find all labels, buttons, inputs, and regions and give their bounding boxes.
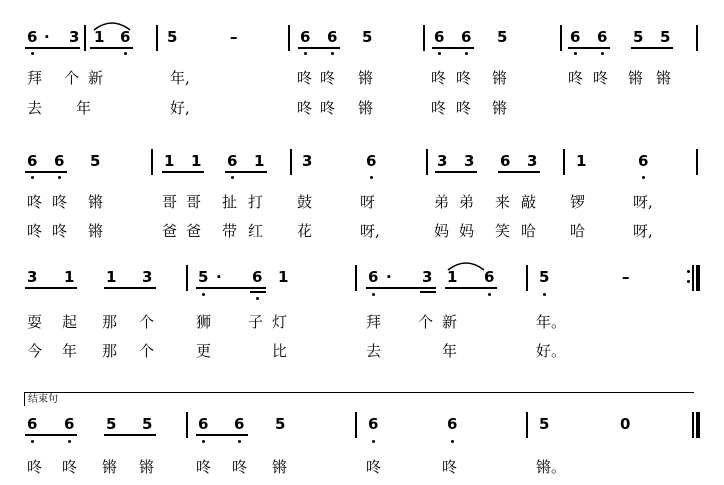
barline: [560, 25, 562, 51]
lyric: 哥: [186, 193, 202, 211]
dash: –: [230, 28, 238, 46]
low-octave-dot: [202, 440, 205, 443]
low-octave-dot: [256, 297, 259, 300]
lyric: 笑: [495, 222, 511, 240]
note: 6: [234, 415, 245, 433]
note: 5: [497, 28, 508, 46]
lyric: 咚: [366, 458, 382, 476]
note: 5: [198, 268, 209, 286]
lyric: 咚: [62, 458, 78, 476]
low-octave-dot: [372, 440, 375, 443]
lyric: 呀: [360, 193, 376, 211]
lyric: 去: [27, 99, 43, 117]
lyric: 拜: [27, 69, 43, 87]
lyric: 咚: [27, 222, 43, 240]
note: 3: [69, 28, 80, 46]
note: 3: [464, 152, 475, 170]
lyric: 敲: [521, 193, 537, 211]
lyric: 起: [62, 313, 78, 331]
beam-line: [25, 171, 67, 173]
note: 6: [64, 415, 75, 433]
beam-line: [445, 287, 497, 289]
note: 6: [368, 268, 379, 286]
beam-line: [104, 434, 156, 436]
lyric: 去: [366, 342, 382, 360]
lyric: 更: [196, 342, 212, 360]
dot-mark: ·: [216, 268, 222, 286]
low-octave-dot: [543, 293, 546, 296]
lyric: 鼓: [297, 193, 313, 211]
lyric: 比: [272, 342, 288, 360]
lyric: 那: [102, 342, 118, 360]
note: 6: [300, 28, 311, 46]
note: 5: [633, 28, 644, 46]
lyric: 锵。: [536, 458, 567, 476]
lyric: 个: [418, 313, 434, 331]
lyric: 灯: [272, 313, 288, 331]
lyric: 锵: [358, 69, 374, 87]
lyric: 锵: [88, 222, 104, 240]
barline: [290, 149, 292, 175]
dot-mark: ·: [386, 268, 392, 286]
beam-line: [631, 47, 673, 49]
lyric: 妈: [434, 222, 450, 240]
lyric: 个: [64, 69, 80, 87]
note: 6: [27, 415, 38, 433]
beam-line: [25, 47, 80, 49]
lyric: 呀,: [360, 222, 380, 240]
lyric: 扯: [222, 193, 238, 211]
lyric: 年: [442, 342, 458, 360]
lyric: 好。: [536, 342, 567, 360]
lyric: 哈: [570, 222, 586, 240]
note: 5: [362, 28, 373, 46]
lyric: 咚: [52, 222, 68, 240]
low-octave-dot: [574, 52, 577, 55]
barline: [563, 149, 565, 175]
beam-line: [435, 171, 477, 173]
lyric: 新: [88, 69, 104, 87]
repeat-dot: [687, 280, 690, 283]
beam-line: [298, 47, 340, 49]
beam-line: [196, 287, 266, 289]
note: 6: [252, 268, 263, 286]
note: 3: [302, 152, 313, 170]
barline: [156, 25, 158, 51]
lyric: 呀,: [633, 193, 653, 211]
barline: [355, 412, 357, 438]
lyric: 咚: [196, 458, 212, 476]
lyric: 个: [139, 342, 155, 360]
beam-line: [196, 434, 248, 436]
lyric: 咚: [297, 69, 313, 87]
barline: [186, 265, 188, 291]
barline: [692, 265, 694, 291]
section-bracket-hook: [24, 392, 25, 406]
dot-mark: ·: [44, 28, 50, 46]
note: 5: [90, 152, 101, 170]
lyric: 锵: [102, 458, 118, 476]
note: 5: [142, 415, 153, 433]
note: 5: [660, 28, 671, 46]
lyric: 妈: [459, 222, 475, 240]
lyric: 红: [248, 222, 264, 240]
note: 5: [539, 268, 550, 286]
lyric: 哈: [521, 222, 537, 240]
low-octave-dot: [370, 176, 373, 179]
beam-line: [225, 171, 267, 173]
beam-line: [366, 287, 436, 289]
lyric: 年。: [536, 313, 567, 331]
lyric: 弟: [434, 193, 450, 211]
low-octave-dot: [68, 440, 71, 443]
note: 3: [27, 268, 38, 286]
barline: [355, 265, 357, 291]
note: 6: [638, 152, 649, 170]
note: 1: [64, 268, 75, 286]
low-octave-dot: [331, 52, 334, 55]
beam-line-double: [250, 291, 266, 293]
note: 6: [27, 152, 38, 170]
note: 1: [164, 152, 175, 170]
lyric: 来: [495, 193, 511, 211]
dash: –: [622, 268, 630, 286]
note: 6: [27, 28, 38, 46]
beam-line: [498, 171, 540, 173]
lyric: 锵: [492, 69, 508, 87]
lyric: 锣: [570, 193, 586, 211]
lyric: 咚: [27, 458, 43, 476]
lyric: 今: [27, 342, 43, 360]
note: 1: [191, 152, 202, 170]
note: 5: [539, 415, 550, 433]
low-octave-dot: [31, 176, 34, 179]
note: 0: [620, 415, 631, 433]
low-octave-dot: [31, 52, 34, 55]
low-octave-dot: [601, 52, 604, 55]
lyric: 呀,: [633, 222, 653, 240]
lyric: 年,: [170, 69, 190, 87]
note: 5: [275, 415, 286, 433]
note: 3: [437, 152, 448, 170]
repeat-end-barline: [696, 265, 700, 291]
lyric: 锵: [272, 458, 288, 476]
lyric: 新: [442, 313, 458, 331]
low-octave-dot: [124, 52, 127, 55]
note: 1: [94, 28, 105, 46]
barline: [84, 25, 86, 51]
final-barline: [696, 412, 700, 438]
note: 6: [434, 28, 445, 46]
low-octave-dot: [304, 52, 307, 55]
lyric: 年: [76, 99, 92, 117]
lyric: 狮: [196, 313, 212, 331]
lyric: 咚: [232, 458, 248, 476]
lyric: 咚: [568, 69, 584, 87]
beam-line: [432, 47, 474, 49]
lyric: 咚: [456, 69, 472, 87]
lyric: 咚: [456, 99, 472, 117]
low-octave-dot: [58, 176, 61, 179]
low-octave-dot: [488, 293, 491, 296]
lyric: 咚: [431, 99, 447, 117]
lyric: 锵: [358, 99, 374, 117]
note: 6: [597, 28, 608, 46]
low-octave-dot: [438, 52, 441, 55]
note: 6: [447, 415, 458, 433]
barline: [426, 149, 428, 175]
barline: [526, 265, 528, 291]
beam-line: [25, 434, 77, 436]
barline: [692, 412, 694, 438]
note: 1: [278, 268, 289, 286]
lyric: 咚: [320, 99, 336, 117]
note: 6: [484, 268, 495, 286]
note: 6: [120, 28, 131, 46]
note: 1: [447, 268, 458, 286]
lyric: 锵: [628, 69, 644, 87]
note: 6: [327, 28, 338, 46]
lyric: 锵: [88, 193, 104, 211]
note: 6: [500, 152, 511, 170]
note: 6: [54, 152, 65, 170]
lyric: 带: [222, 222, 238, 240]
lyric: 个: [139, 313, 155, 331]
low-octave-dot: [372, 293, 375, 296]
note: 5: [167, 28, 178, 46]
lyric: 锵: [656, 69, 672, 87]
lyric: 花: [297, 222, 313, 240]
barline: [151, 149, 153, 175]
lyric: 弟: [459, 193, 475, 211]
note: 6: [366, 152, 377, 170]
note: 1: [106, 268, 117, 286]
beam-line: [568, 47, 610, 49]
lyric: 子: [248, 313, 264, 331]
section-bracket: [24, 392, 694, 393]
lyric: 咚: [431, 69, 447, 87]
section-label: 结束句: [28, 394, 58, 405]
low-octave-dot: [238, 440, 241, 443]
note: 6: [227, 152, 238, 170]
lyric: 咚: [593, 69, 609, 87]
lyric: 好,: [170, 99, 190, 117]
beam-line-double: [420, 291, 436, 293]
note: 5: [106, 415, 117, 433]
note: 6: [461, 28, 472, 46]
lyric: 咚: [320, 69, 336, 87]
lyric: 耍: [27, 313, 43, 331]
lyric: 年: [62, 342, 78, 360]
note: 6: [368, 415, 379, 433]
beam-line: [90, 47, 133, 49]
note: 3: [142, 268, 153, 286]
note: 3: [527, 152, 538, 170]
beam-line: [25, 287, 77, 289]
lyric: 拜: [366, 313, 382, 331]
lyric: 咚: [52, 193, 68, 211]
lyric: 哥: [162, 193, 178, 211]
barline: [186, 412, 188, 438]
lyric: 爸: [186, 222, 202, 240]
low-octave-dot: [202, 293, 205, 296]
barline: [526, 412, 528, 438]
lyric: 咚: [442, 458, 458, 476]
note: 1: [254, 152, 265, 170]
barline: [423, 25, 425, 51]
note: 3: [422, 268, 433, 286]
lyric: 打: [248, 193, 264, 211]
note: 1: [576, 152, 587, 170]
tie-arc: [92, 20, 132, 30]
note: 6: [570, 28, 581, 46]
barline: [696, 149, 698, 175]
note: 6: [198, 415, 209, 433]
tie-arc: [446, 260, 486, 270]
low-octave-dot: [451, 440, 454, 443]
low-octave-dot: [465, 52, 468, 55]
repeat-dot: [687, 270, 690, 273]
barline: [696, 25, 698, 51]
beam-line: [104, 287, 156, 289]
lyric: 锵: [139, 458, 155, 476]
lyric: 那: [102, 313, 118, 331]
barline: [288, 25, 290, 51]
lyric: 咚: [27, 193, 43, 211]
lyric: 爸: [162, 222, 178, 240]
low-octave-dot: [231, 176, 234, 179]
lyric: 锵: [492, 99, 508, 117]
beam-line: [162, 171, 204, 173]
low-octave-dot: [31, 440, 34, 443]
lyric: 咚: [297, 99, 313, 117]
low-octave-dot: [642, 176, 645, 179]
